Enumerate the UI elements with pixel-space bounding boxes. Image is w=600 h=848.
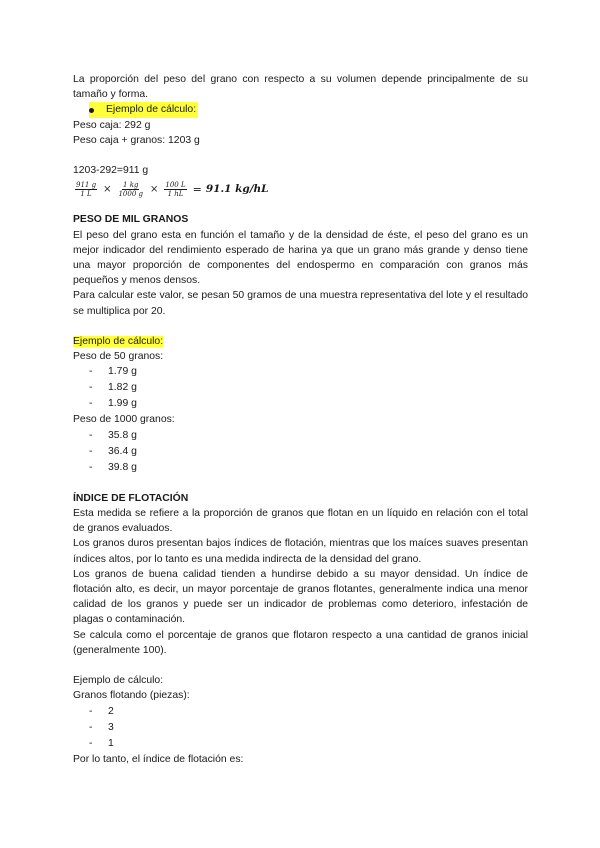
formula-result: 91.1 kg/hL [205, 183, 269, 196]
list-item: - 3 [89, 721, 114, 733]
heading-indice-flotacion: ÍNDICE DE FLOTACIÓN [73, 492, 189, 504]
intro-paragraph: La proporción del peso del grano con respecto a su volumen depende principalmente de su tamaño y forma. [73, 74, 528, 101]
list-item: - 35.8 g [89, 429, 137, 441]
peso-caja-granos: Peso caja + granos: 1203 g [73, 134, 200, 146]
flot-paragraph-1: Esta medida se refiere a la proporción de granos que flotan en un líquido en relación con el total de granos evaluados. [73, 508, 528, 535]
flot-paragraph-3: Los granos de buena calidad tienden a hundirse debido a su mayor densidad. Un índice de flotación alto, es decir, un mayor porcentaje de granos flotantes, generalmente indica una menor calidad de los granos y puede ser un indicador de problemas como deterioro, infestación de plagas o contaminación. [73, 568, 528, 626]
mil-paragraph-2: Para calcular este valor, se pesan 50 gramos de una muestra representativa del lote y el resultado se multiplica por 20. [73, 290, 528, 317]
peso1000-label: Peso de 1000 granos: [73, 414, 175, 426]
fraction-2: $\frac{1 kg}{1000 g}$ [118, 180, 143, 198]
mil-paragraph-1: El peso del grano esta en función el tamaño y de la densidad de éste, el peso del grano es un mejor indicador del rendimiento esperado de harina ya que un grano más grande y denso tiene una mayor proporción de componentes del endospermo en comparación con granos más pequeños y menos densos. [73, 229, 528, 287]
peso50-list [73, 364, 528, 412]
bullet-dot-icon [89, 108, 94, 113]
list-item: - 39.8 g [89, 461, 137, 473]
flot-paragraph-2: Los granos duros presentan bajos índices de flotación, mientras que los maíces suaves presentan índices altos, por lo tanto es una medida indirecta de la densidad del grano. [73, 538, 528, 565]
peso1000-list [73, 428, 528, 476]
list-item: - 2 [89, 705, 114, 717]
peso50-label: Peso de 50 granos: [73, 351, 164, 363]
fraction-3: $\frac{100 L}{1 hL}$ [165, 180, 186, 198]
formula: $\frac{911 g}{1 L}$ × $\frac{1 kg}{1000 g}$ × $\frac{100 L}{1 hL}$ = 91.1 kg/hL [76, 180, 269, 198]
flot-paragraph-4: Se calcula como el porcentaje de granos que flotaron respecto a una cantidad de granos inicial (generalmente 100). [73, 629, 528, 656]
flot-example-label: Ejemplo de cálculo: [73, 675, 164, 687]
mil-example-label: Ejemplo de cálculo: [73, 336, 164, 348]
list-item: - 1.79 g [89, 366, 137, 378]
list-item: - 1 [89, 737, 114, 749]
fraction-1: $\frac{911 g}{1 L}$ [76, 180, 97, 198]
flot-conclusion: Por lo tanto, el índice de flotación es: [73, 753, 244, 765]
example-label: Ejemplo de cálculo: [106, 104, 197, 116]
heading-peso-mil-granos: PESO DE MIL GRANOS [73, 214, 189, 226]
bullet-example-label [73, 102, 528, 117]
list-item: - 36.4 g [89, 445, 137, 457]
list-item: - 1.82 g [89, 382, 137, 394]
resta-line: 1203-292=911 g [73, 165, 149, 177]
flotando-label: Granos flotando (piezas): [73, 690, 190, 702]
document-page [73, 72, 528, 767]
flotando-list [73, 704, 528, 752]
peso-caja: Peso caja: 292 g [73, 119, 151, 131]
list-item: - 1.99 g [89, 398, 137, 410]
